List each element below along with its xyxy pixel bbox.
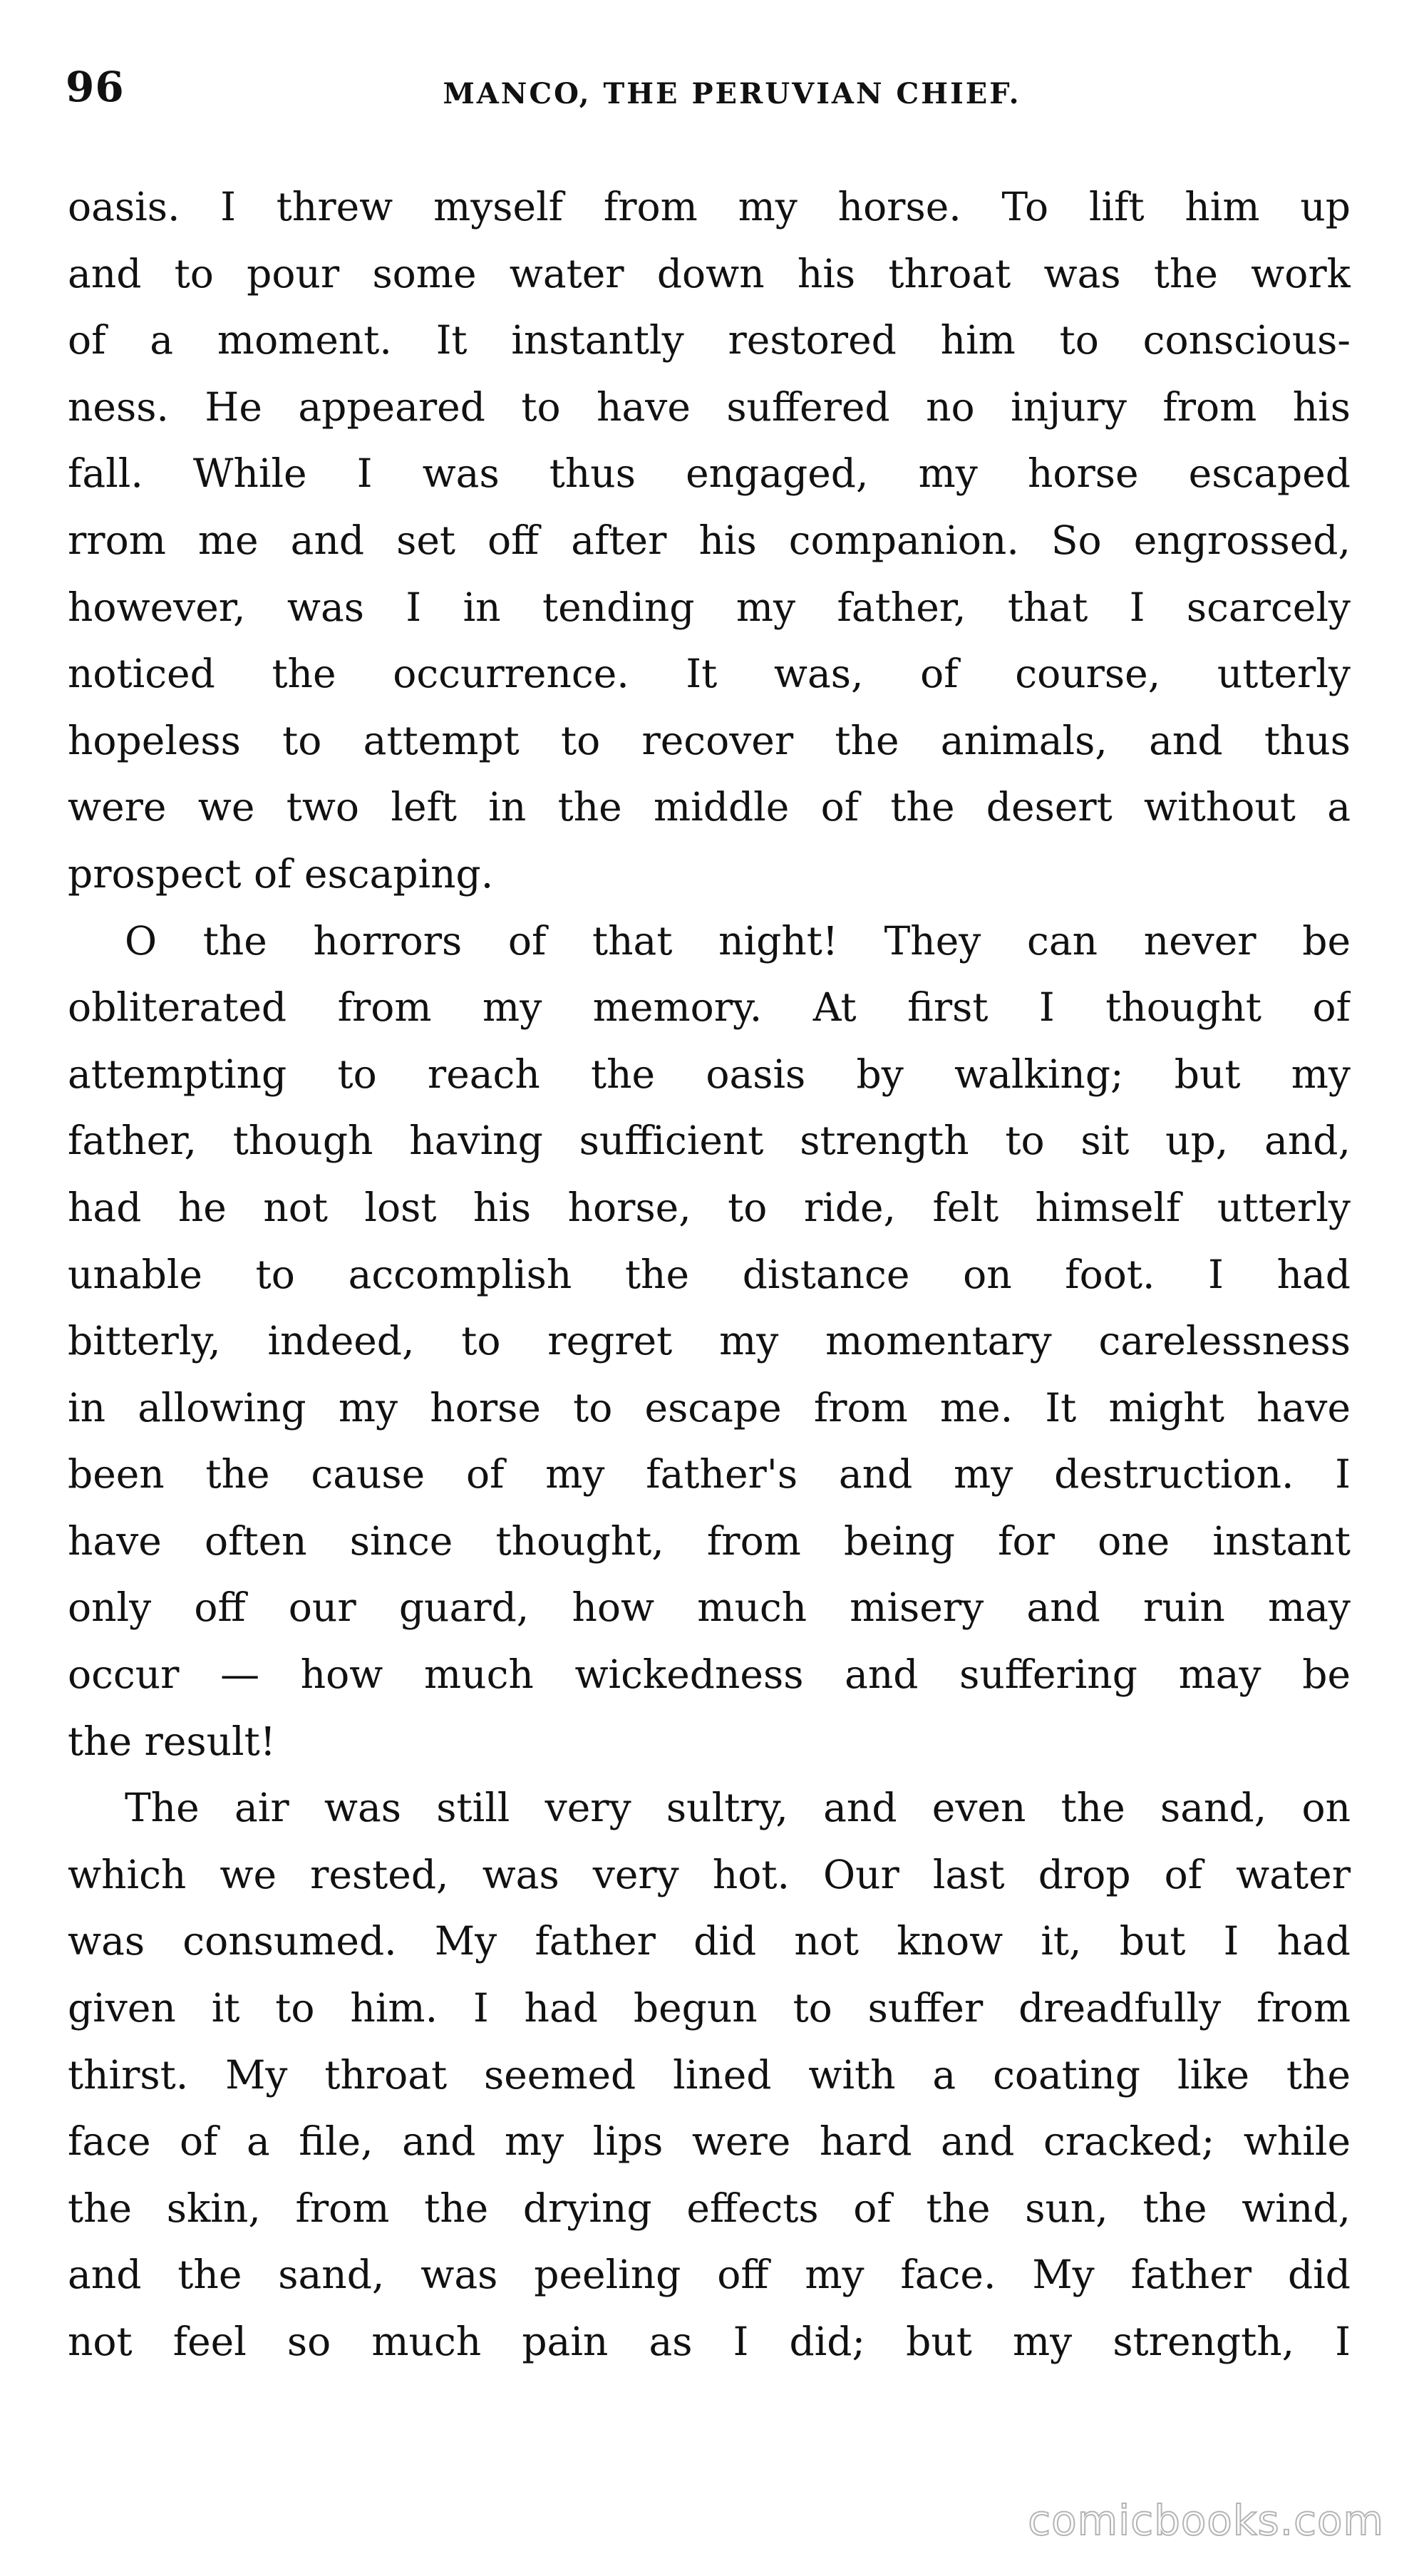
page-number: 96 (66, 63, 125, 111)
text-line: the skin, from the drying effects of the sun, the wind, (68, 2185, 1351, 2231)
text-line: of a moment. It instantly restored him to conscious- (68, 317, 1351, 364)
text-line: ness. He appeared to have suffered no injury from his (68, 383, 1351, 430)
text-line: and to pour some water down his throat was the work (68, 250, 1351, 297)
text-line: rrom me and set off after his companion. So engrossed, (68, 517, 1351, 563)
text-line: was consumed. My father did not know it, but I had (68, 1918, 1351, 1964)
text-line: prospect of escaping. (68, 850, 494, 897)
paragraph-3 (68, 1775, 1351, 2375)
text-line: only off our guard, how much misery and ruin may (68, 1585, 1351, 1631)
text-line: fall. While I was thus engaged, my horse escaped (68, 450, 1351, 497)
text-line: given it to him. I had begun to suffer dreadfully from (68, 1985, 1351, 2031)
body-text (68, 174, 1351, 2376)
text-line: in allowing my horse to escape from me. It might have (68, 1384, 1351, 1431)
text-line: noticed the occurrence. It was, of course, utterly (68, 651, 1351, 697)
paragraph-1 (68, 174, 1351, 908)
text-line: attempting to reach the oasis by walking; but my (68, 1051, 1351, 1097)
text-line: which we rested, was very hot. Our last drop of water (68, 1851, 1351, 1897)
watermark: comicbooks.com (1028, 2496, 1384, 2545)
text-line: father, though having sufficient strength to sit up, and, (68, 1118, 1351, 1164)
text-line: been the cause of my father's and my destruction. I (68, 1451, 1351, 1498)
text-line: thirst. My throat seemed lined with a coating like the (68, 2051, 1351, 2098)
text-line: The air was still very sultry, and even the sand, on (125, 1785, 1351, 1831)
text-line: occur — how much wickedness and suffering may be (68, 1652, 1351, 1698)
text-line: oasis. I threw myself from my horse. To lift him up (68, 184, 1351, 230)
text-line: have often since thought, from being for one instant (68, 1518, 1351, 1564)
text-line: were we two left in the middle of the desert without a (68, 784, 1351, 830)
text-line: had he not lost his horse, to ride, felt himself utterly (68, 1184, 1351, 1230)
text-line: not feel so much pain as I did; but my strength, I (68, 2319, 1351, 2364)
paragraph-2 (68, 908, 1351, 1776)
text-line: the result! (68, 1718, 276, 1764)
text-line: however, was I in tending my father, that I scarcely (68, 584, 1351, 630)
text-line: and the sand, was peeling off my face. My father did (68, 2252, 1351, 2298)
text-line: bitterly, indeed, to regret my momentary carelessness (68, 1318, 1351, 1364)
text-line: obliterated from my memory. At first I thought of (68, 984, 1351, 1031)
text-line: O the horrors of that night! They can never be (125, 917, 1351, 964)
running-title: MANCO, THE PERUVIAN CHIEF. (443, 77, 1021, 110)
text-line: hopeless to attempt to recover the animals, and thus (68, 717, 1351, 763)
text-line: face of a file, and my lips were hard and cracked; while (68, 2118, 1351, 2165)
text-line: unable to accomplish the distance on foot. I had (68, 1251, 1351, 1297)
